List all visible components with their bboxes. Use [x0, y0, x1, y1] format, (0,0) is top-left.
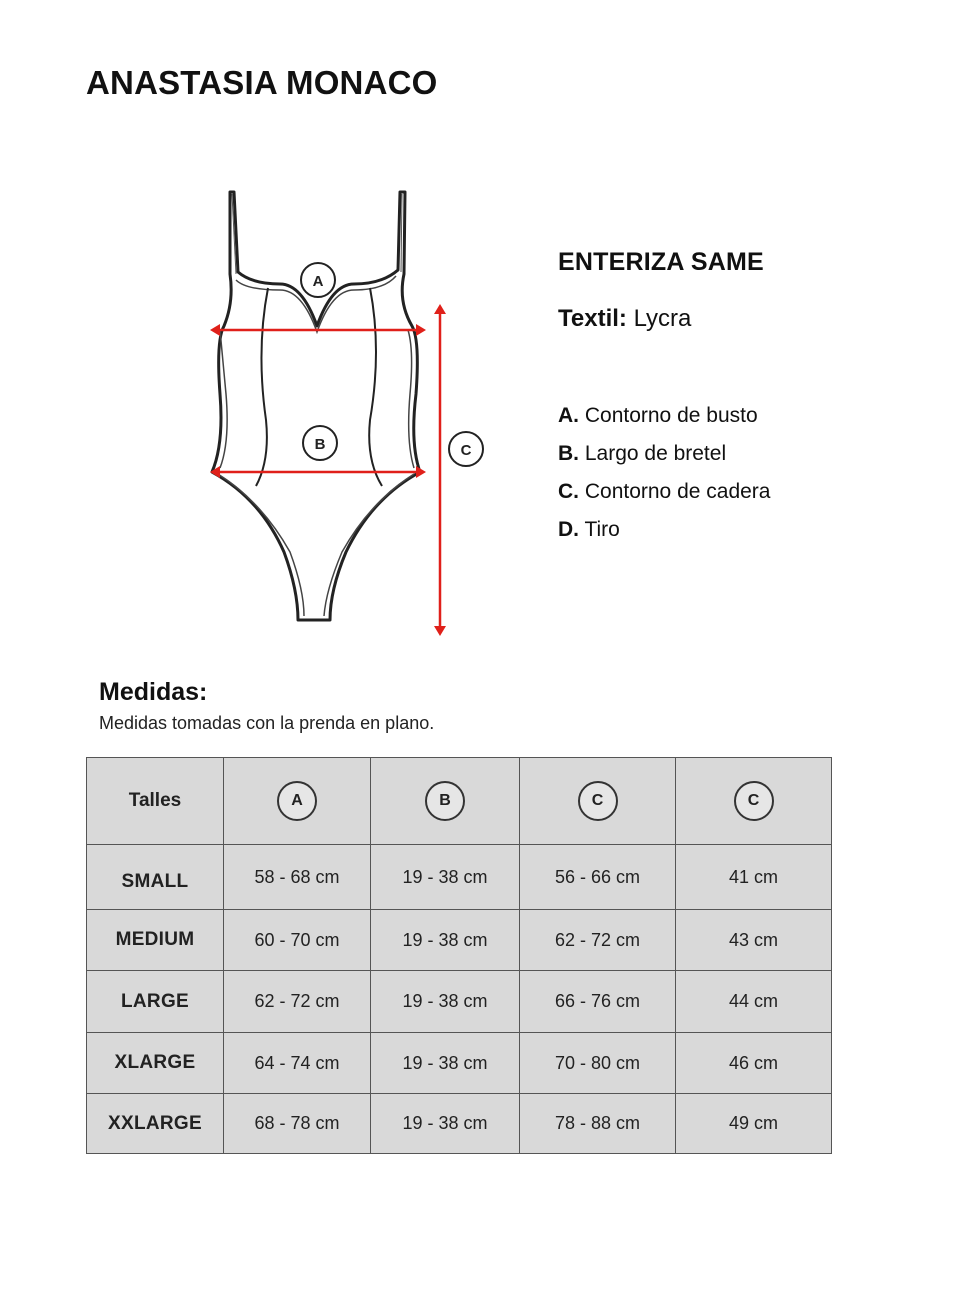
legend-item	[558, 473, 918, 511]
cell-c: 66 - 76 cm	[520, 971, 676, 1033]
textil-label: Textil:	[558, 305, 627, 332]
brand-title: ANASTASIA MONACO	[86, 64, 438, 101]
cell-b: 19 - 38 cm	[371, 971, 520, 1033]
legend-key: A.	[558, 404, 579, 427]
table-row	[87, 910, 832, 971]
size-table	[86, 757, 832, 1154]
marker-c	[449, 432, 483, 466]
marker-c-label: C	[460, 442, 472, 459]
legend-item	[558, 511, 918, 549]
legend-item	[558, 435, 918, 473]
header-talles: Talles	[87, 758, 224, 845]
cell-c: 62 - 72 cm	[520, 910, 676, 971]
table-row	[87, 1033, 832, 1094]
cell-c: 56 - 66 cm	[520, 845, 676, 910]
bodysuit-diagram	[190, 180, 500, 650]
marker-a-label: A	[312, 273, 324, 290]
table-row	[87, 845, 832, 910]
header-b	[371, 758, 520, 845]
size-label: XLARGE	[87, 1033, 224, 1094]
cell-c: 78 - 88 cm	[520, 1094, 676, 1154]
header-circle-c: C	[578, 781, 618, 821]
cell-b: 19 - 38 cm	[371, 1094, 520, 1154]
legend-item	[558, 397, 918, 435]
header-c	[520, 758, 676, 845]
header-circle-c-second: C	[734, 781, 774, 821]
cell-c-second: 41 cm	[676, 845, 832, 910]
measure-line-c	[434, 304, 446, 636]
cell-b: 19 - 38 cm	[371, 1033, 520, 1094]
legend-text: Contorno de cadera	[584, 480, 771, 503]
table-header-row	[87, 758, 832, 845]
cell-a: 68 - 78 cm	[224, 1094, 371, 1154]
cell-c-second: 44 cm	[676, 971, 832, 1033]
measure-legend	[558, 397, 918, 549]
size-label: SMALL	[87, 845, 224, 910]
cell-a: 60 - 70 cm	[224, 910, 371, 971]
table-row	[87, 1094, 832, 1154]
table-row	[87, 971, 832, 1033]
cell-c-second: 46 cm	[676, 1033, 832, 1094]
marker-a	[301, 263, 335, 297]
size-label: MEDIUM	[87, 910, 224, 971]
bodysuit-outline	[212, 192, 420, 620]
size-label: LARGE	[87, 971, 224, 1033]
textil-value: Lycra	[633, 305, 692, 332]
cell-b: 19 - 38 cm	[371, 845, 520, 910]
size-label: XXLARGE	[87, 1094, 224, 1154]
legend-key: B.	[558, 442, 579, 465]
legend-text: Contorno de busto	[584, 404, 758, 427]
legend-key: C.	[558, 480, 579, 503]
header-circle-b: B	[425, 781, 465, 821]
legend-text: Largo de bretel	[584, 442, 727, 465]
legend-text: Tiro	[584, 518, 620, 541]
marker-b-label: B	[314, 436, 326, 453]
marker-b	[303, 426, 337, 460]
header-a	[224, 758, 371, 845]
cell-a: 64 - 74 cm	[224, 1033, 371, 1094]
textil-line	[558, 305, 918, 333]
measures-note: Medidas tomadas con la prenda en plano.	[99, 713, 435, 733]
header-c-second	[676, 758, 832, 845]
cell-c-second: 49 cm	[676, 1094, 832, 1154]
product-info	[558, 248, 918, 549]
header-circle-a: A	[277, 781, 317, 821]
product-name: ENTERIZA SAME	[558, 248, 764, 276]
cell-a: 62 - 72 cm	[224, 971, 371, 1033]
cell-c-second: 43 cm	[676, 910, 832, 971]
cell-c: 70 - 80 cm	[520, 1033, 676, 1094]
cell-a: 58 - 68 cm	[224, 845, 371, 910]
measures-title: Medidas:	[99, 678, 208, 706]
cell-b: 19 - 38 cm	[371, 910, 520, 971]
legend-key: D.	[558, 518, 579, 541]
